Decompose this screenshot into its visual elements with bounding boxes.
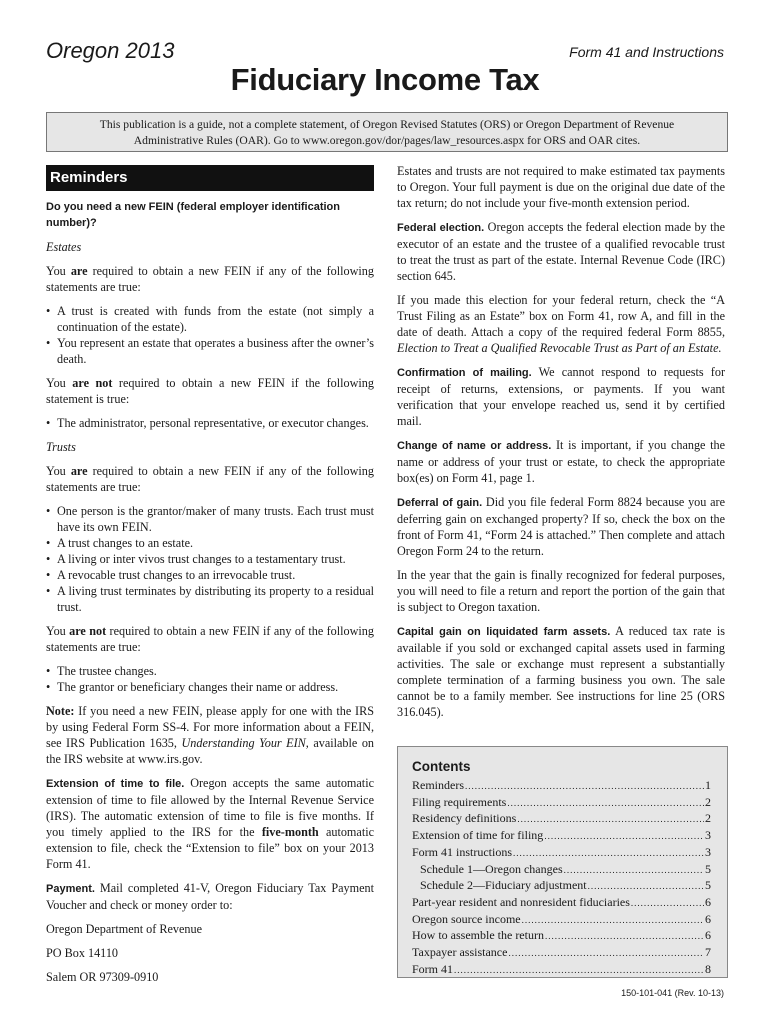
list-item: • A trust is created with funds from the estate (not simply a continuation of the estate). bbox=[46, 303, 374, 335]
contents-heading: Contents bbox=[412, 759, 471, 774]
payment-para: Payment. Mail completed 41-V, Oregon Fiduciary Tax Payment Voucher and check or money order to: bbox=[46, 881, 374, 912]
estates-label: Estates bbox=[46, 240, 82, 254]
header-form-name: Form 41 and Instructions bbox=[569, 44, 724, 60]
estates-required-para: You are required to obtain a new FEIN if any of the following statements are true: bbox=[46, 264, 374, 294]
toc-item[interactable]: Form 41 instructions ..... 3 bbox=[412, 845, 711, 862]
toc-item[interactable]: Schedule 1—Oregon changes ..... 5 bbox=[412, 862, 711, 879]
mailing-address bbox=[46, 921, 374, 985]
toc-item[interactable]: Reminders ..... 1 bbox=[412, 778, 711, 795]
reminders-heading: Reminders bbox=[46, 165, 374, 191]
contents-box bbox=[397, 746, 728, 978]
trusts-required-list bbox=[46, 503, 374, 615]
address-line: Oregon Department of Revenue bbox=[46, 922, 203, 936]
toc-item[interactable]: Taxpayer assistance ..... 7 bbox=[412, 945, 711, 962]
right-column bbox=[397, 163, 725, 728]
list-item: • The trustee changes. bbox=[46, 663, 374, 679]
extension-para: Extension of time to file. Oregon accepts the same automatic extension of time to file allowed by the Internal Revenue Service (IRS). The automatic extension of time to file is five months. If you timely applied to the IRS for the five-month automatic extension to file, check the “Extension to file” box on your 2013 Form 41. bbox=[46, 776, 375, 871]
form-revision-number: 150-101-041 (Rev. 10-13) bbox=[621, 988, 724, 998]
trusts-not-required-list bbox=[46, 663, 374, 695]
page-title: Fiduciary Income Tax bbox=[230, 62, 540, 97]
toc-item[interactable]: Extension of time for filing ..... 3 bbox=[412, 828, 711, 845]
estates-not-required-list bbox=[46, 415, 374, 431]
note-para: Note: If you need a new FEIN, please apply for one with the IRS by using Federal Form SS-4. For more information about a FEIN, see IRS Publication 1635, Understanding Your EIN, available on the IRS website at www.irs.gov. bbox=[46, 704, 375, 766]
estates-required-list bbox=[46, 303, 374, 367]
list-item: • A revocable trust changes to an irrevocable trust. bbox=[46, 567, 374, 583]
toc-item[interactable]: Form 41 ..... 8 bbox=[412, 962, 711, 979]
deferral-para-2: In the year that the gain is finally recognized for federal purposes, you will need to file a return and report the portion of the gain that is subject to Oregon taxation. bbox=[397, 568, 725, 614]
list-item: • A trust changes to an estate. bbox=[46, 535, 374, 551]
change-name-para: Change of name or address. It is important, if you change the name or address of your trust or estate, to check the appropriate box(es) on Form 41, page 1. bbox=[397, 438, 725, 485]
federal-election-para-2: If you made this election for your federal return, check the “A Trust Filing as an Estate” box on Form 41, row A, and fill in the date of death. Attach a copy of the required federal Form 8855, Election to Treat a Qualified Revocable Trust as Part of an Estate. bbox=[397, 293, 725, 355]
confirmation-para: Confirmation of mailing. We cannot respond to requests for receipt of returns, extensions, or payments. If you want verification that your envelope reached us, send it by certified mail. bbox=[397, 365, 725, 428]
federal-election-para: Federal election. Oregon accepts the federal election made by the executor of an estate and the trustee of a qualified revocable trust to treat the trust as part of the estate. Internal Revenue Code (IRC) section 645. bbox=[397, 220, 725, 283]
trusts-required-para: You are required to obtain a new FEIN if any of the following statements are true: bbox=[46, 464, 374, 494]
list-item: • One person is the grantor/maker of many trusts. Each trust must have its own FEIN. bbox=[46, 503, 374, 535]
trusts-not-required-para: You are not required to obtain a new FEIN if any of the following statements are true: bbox=[46, 624, 374, 654]
list-item: • A living trust terminates by distributing its property to a residual trust. bbox=[46, 583, 374, 615]
toc-item[interactable]: Schedule 2—Fiduciary adjustment ..... 5 bbox=[412, 878, 711, 895]
left-column bbox=[46, 165, 374, 993]
capital-gain-para: Capital gain on liquidated farm assets. A reduced tax rate is available if you sold or exchanged capital assets used in farming activities. The sale or exchange must represent a substantially complete termination of a farming business you own. The sale cannot be to a family member. See instructions for line 25 (ORS 316.045). bbox=[397, 624, 725, 719]
disclaimer-notice: This publication is a guide, not a complete statement, of Oregon Revised Statutes (ORS) or Oregon Department of Revenue Administrative Rules (OAR). Go to www.oregon.gov/dor/pages/law_resources.aspx for ORS and OAR cites. bbox=[46, 112, 728, 152]
fein-question: Do you need a new FEIN (federal employer identification number)? bbox=[46, 201, 340, 229]
header-state-year: Oregon 2013 bbox=[46, 38, 175, 63]
list-item: • The grantor or beneficiary changes their name or address. bbox=[46, 679, 374, 695]
toc-item[interactable]: Filing requirements ..... 2 bbox=[412, 795, 711, 812]
estates-not-required-para: You are not required to obtain a new FEIN if the following statement is true: bbox=[46, 376, 374, 406]
address-line: PO Box 14110 bbox=[46, 946, 119, 960]
list-item: • You represent an estate that operates a business after the owner’s death. bbox=[46, 335, 374, 367]
list-item: • A living or inter vivos trust changes to a testamentary trust. bbox=[46, 551, 374, 567]
list-item: • The administrator, personal representative, or executor changes. bbox=[46, 415, 374, 431]
address-line: Salem OR 97309-0910 bbox=[46, 970, 159, 984]
toc-item[interactable]: Residency definitions ..... 2 bbox=[412, 811, 711, 828]
deferral-para: Deferral of gain. Did you file federal Form 8824 because you are deferring gain on exchanged property? If so, check the box on the front of Form 41, “Form 24 is attached.” Then complete and attach Oregon Form 24 to the return. bbox=[397, 495, 725, 558]
toc-item[interactable]: Oregon source income ..... 6 bbox=[412, 912, 711, 929]
estimated-payments-para: Estates and trusts are not required to make estimated tax payments to Oregon. Your full payment is due on the original due date of the tax return; do not include your five-month extension period. bbox=[397, 164, 725, 210]
toc-item[interactable]: How to assemble the return ..... 6 bbox=[412, 928, 711, 945]
toc-item[interactable]: Part-year resident and nonresident fiduciaries ..... 6 bbox=[412, 895, 711, 912]
trusts-label: Trusts bbox=[46, 440, 76, 454]
